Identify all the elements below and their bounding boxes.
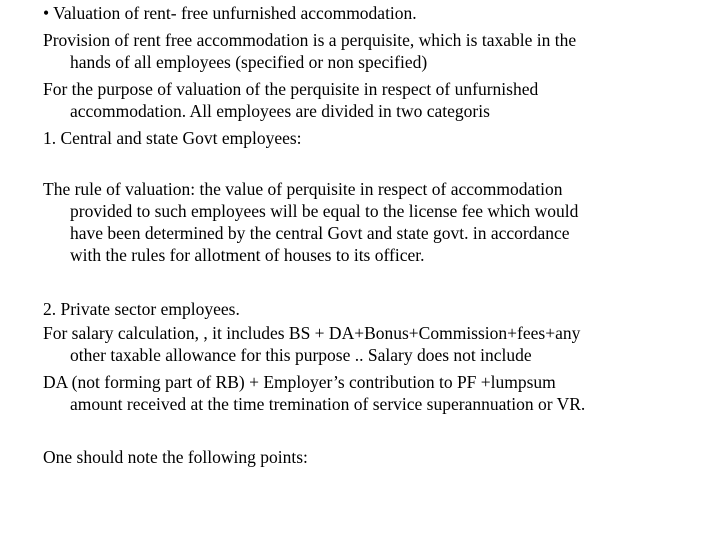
text-line: with the rules for allotment of houses to its officer. <box>70 245 425 265</box>
list-item: 2. Private sector employees. <box>43 299 240 319</box>
text-line: DA (not forming part of RB) + Employer’s contribution to PF +lumpsum <box>43 372 556 392</box>
text-line: amount received at the time tremination of service superannuation or VR. <box>70 394 586 414</box>
text-line: hands of all employees (specified or non specified) <box>70 52 428 72</box>
text-line: The rule of valuation: the value of perquisite in respect of accommodation <box>43 179 563 199</box>
text-line: Provision of rent free accommodation is a perquisite, which is taxable in the <box>43 30 577 50</box>
text-line: One should note the following points: <box>43 447 308 467</box>
text-line: provided to such employees will be equal to the license fee which would <box>70 201 579 221</box>
text-line: accommodation. All employees are divided in two categoris <box>70 101 490 121</box>
text-line: For salary calculation, , it includes BS + DA+Bonus+Commission+fees+any <box>43 323 581 343</box>
heading-bullet: • Valuation of rent- free unfurnished accommodation. <box>43 3 417 23</box>
list-item: 1. Central and state Govt employees: <box>43 128 302 148</box>
text-line: other taxable allowance for this purpose .. Salary does not include <box>70 345 532 365</box>
text-line: For the purpose of valuation of the perquisite in respect of unfurnished <box>43 79 539 99</box>
text-line: have been determined by the central Govt and state govt. in accordance <box>70 223 570 243</box>
